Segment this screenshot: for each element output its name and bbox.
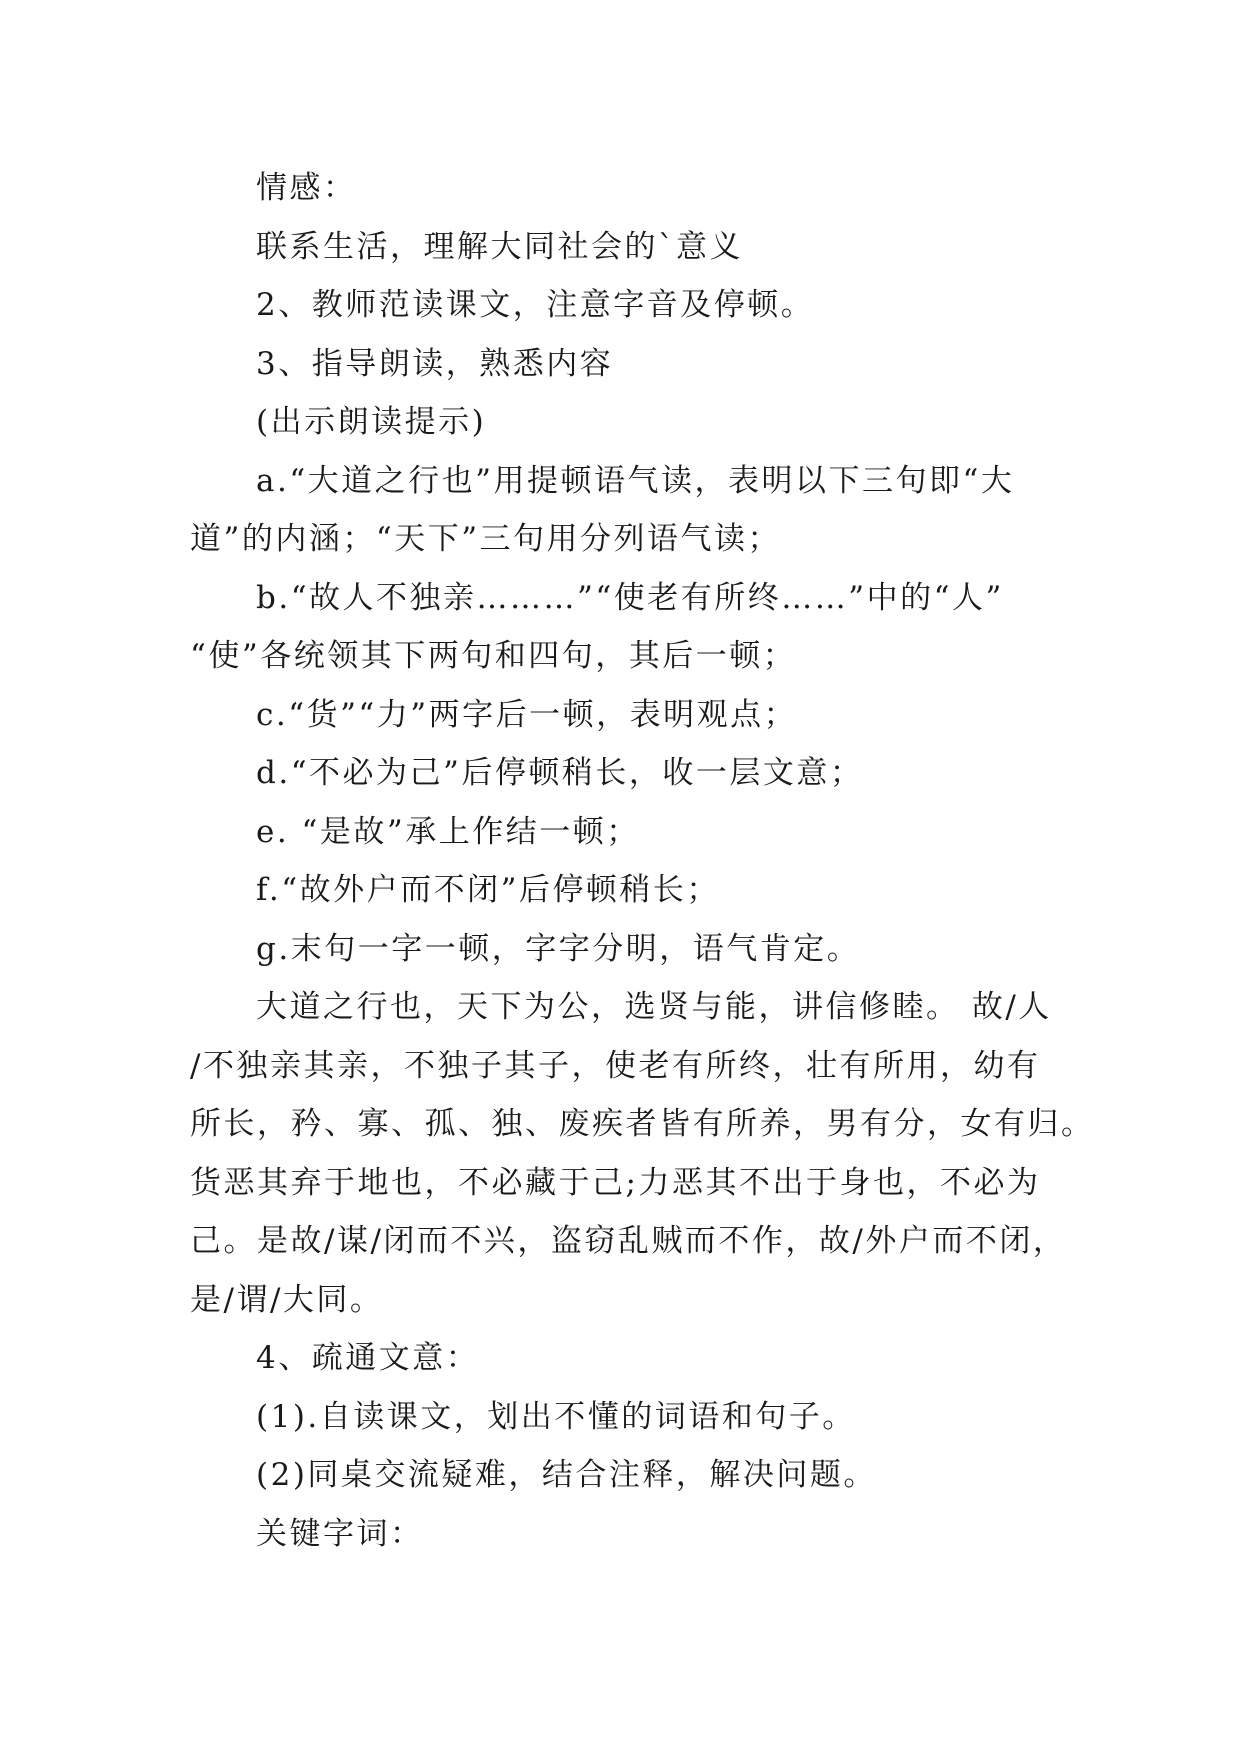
text-line: 情感： (256, 170, 357, 206)
text-line: d.“不必为己”后停顿稍长，收一层文意； (256, 755, 864, 791)
text-line: b.“故人不独亲………”“使老有所终……”中的“人” (256, 579, 1004, 616)
text-line: 3、指导朗读，熟悉内容 (256, 345, 614, 382)
document-body (190, 159, 1095, 1563)
text-line: (出示朗读提示) (256, 404, 487, 440)
text-line: 是/谓/大同。 (190, 1281, 384, 1318)
text-line: 关键字词： (256, 1515, 424, 1552)
text-line: (2)同桌交流疑难，结合注释，解决问题。 (256, 1457, 877, 1493)
text-line: 大道之行也，天下为公，选贤与能，讲信修睦。 故/人 (256, 989, 1052, 1025)
text-line: f.“故外户而不闭”后停顿稍长； (256, 872, 720, 908)
text-line: “使”各统领其下两句和四句，其后一顿； (190, 638, 797, 674)
text-line: 4、疏通文意： (256, 1340, 480, 1376)
text-line: (1).自读课文，划出不懂的词语和句子。 (256, 1398, 856, 1435)
text-line: 所长，矜、寡、孤、独、废疾者皆有所养，男有分，女有归。 (190, 1106, 1095, 1142)
text-line: c.“货”“力”两字后一顿，表明观点； (256, 696, 798, 733)
text-line: 联系生活，理解大同社会的`意义 (256, 228, 743, 265)
text-line: 2、教师范读课文，注意字音及停顿。 (256, 287, 815, 323)
text-line: e. “是故”承上作结一顿； (256, 813, 640, 850)
text-line: 道”的内涵；“天下”三句用分列语气读； (190, 521, 782, 557)
text-line: 己。是故/谋/闭而不兴，盗窃乱贼而不作，故/外户而不闭， (190, 1223, 1067, 1259)
text-line: g.末句一字一顿，字字分明，语气肯定。 (256, 930, 861, 967)
text-line: /不独亲其亲，不独子其子，使老有所终，壮有所用，幼有 (190, 1047, 1041, 1084)
text-line: a.“大道之行也”用提顿语气读，表明以下三句即“大 (256, 462, 1015, 499)
text-line: 货恶其弃于地也，不必藏于己;力恶其不出于身也，不必为 (190, 1164, 1041, 1201)
